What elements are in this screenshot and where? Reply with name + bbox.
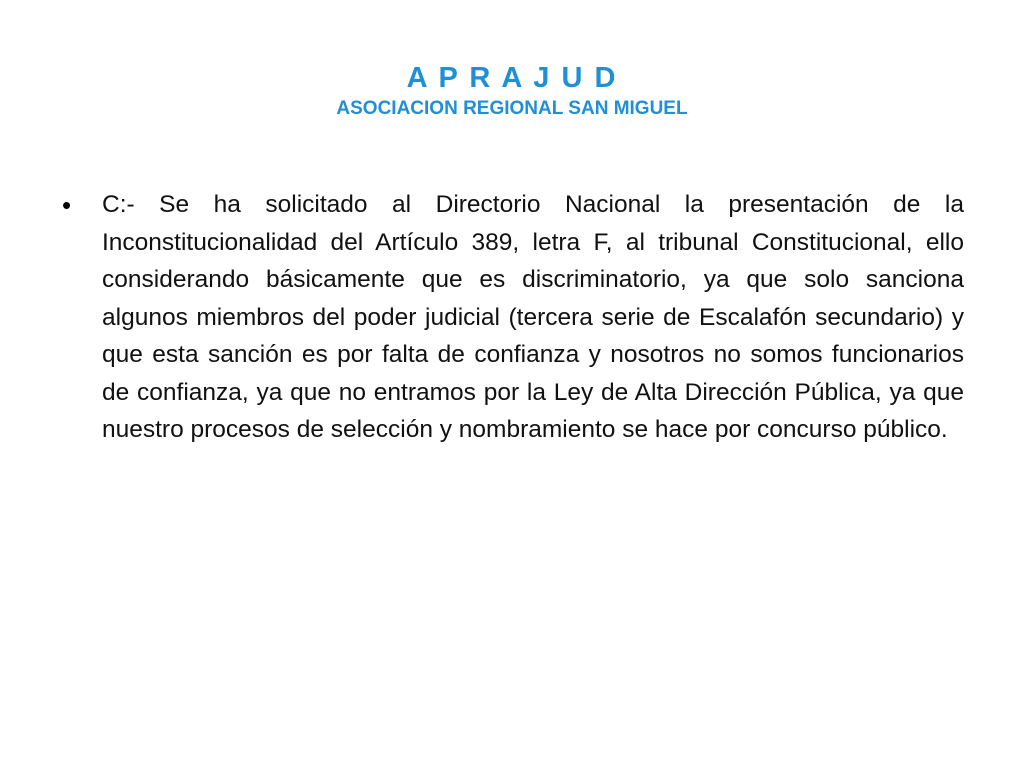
bullet-list	[62, 186, 964, 449]
title-block	[0, 60, 1024, 122]
bullet-marker-icon: •	[62, 190, 72, 220]
bullet-text: C:- Se ha solicitado al Directorio Nacional la presentación de la Inconstitucionalidad del Artículo 389, letra F, al tribunal Constitucional, ello considerando básicamente que es discriminatorio, ya que solo sanciona algunos miembros del poder judicial (tercera serie de Escalafón secundario) y que esta sanción es por falta de confianza y nosotros no somos funcionarios de confianza, ya que no entramos por la Ley de Alta Dirección Pública, ya que nuestro procesos de selección y nombramiento se hace por concurso público.	[102, 191, 964, 443]
bullet-item	[62, 186, 964, 449]
slide-subtitle: ASOCIACION REGIONAL SAN MIGUEL	[336, 98, 688, 119]
slide-title: A P R A J U D	[406, 62, 618, 94]
